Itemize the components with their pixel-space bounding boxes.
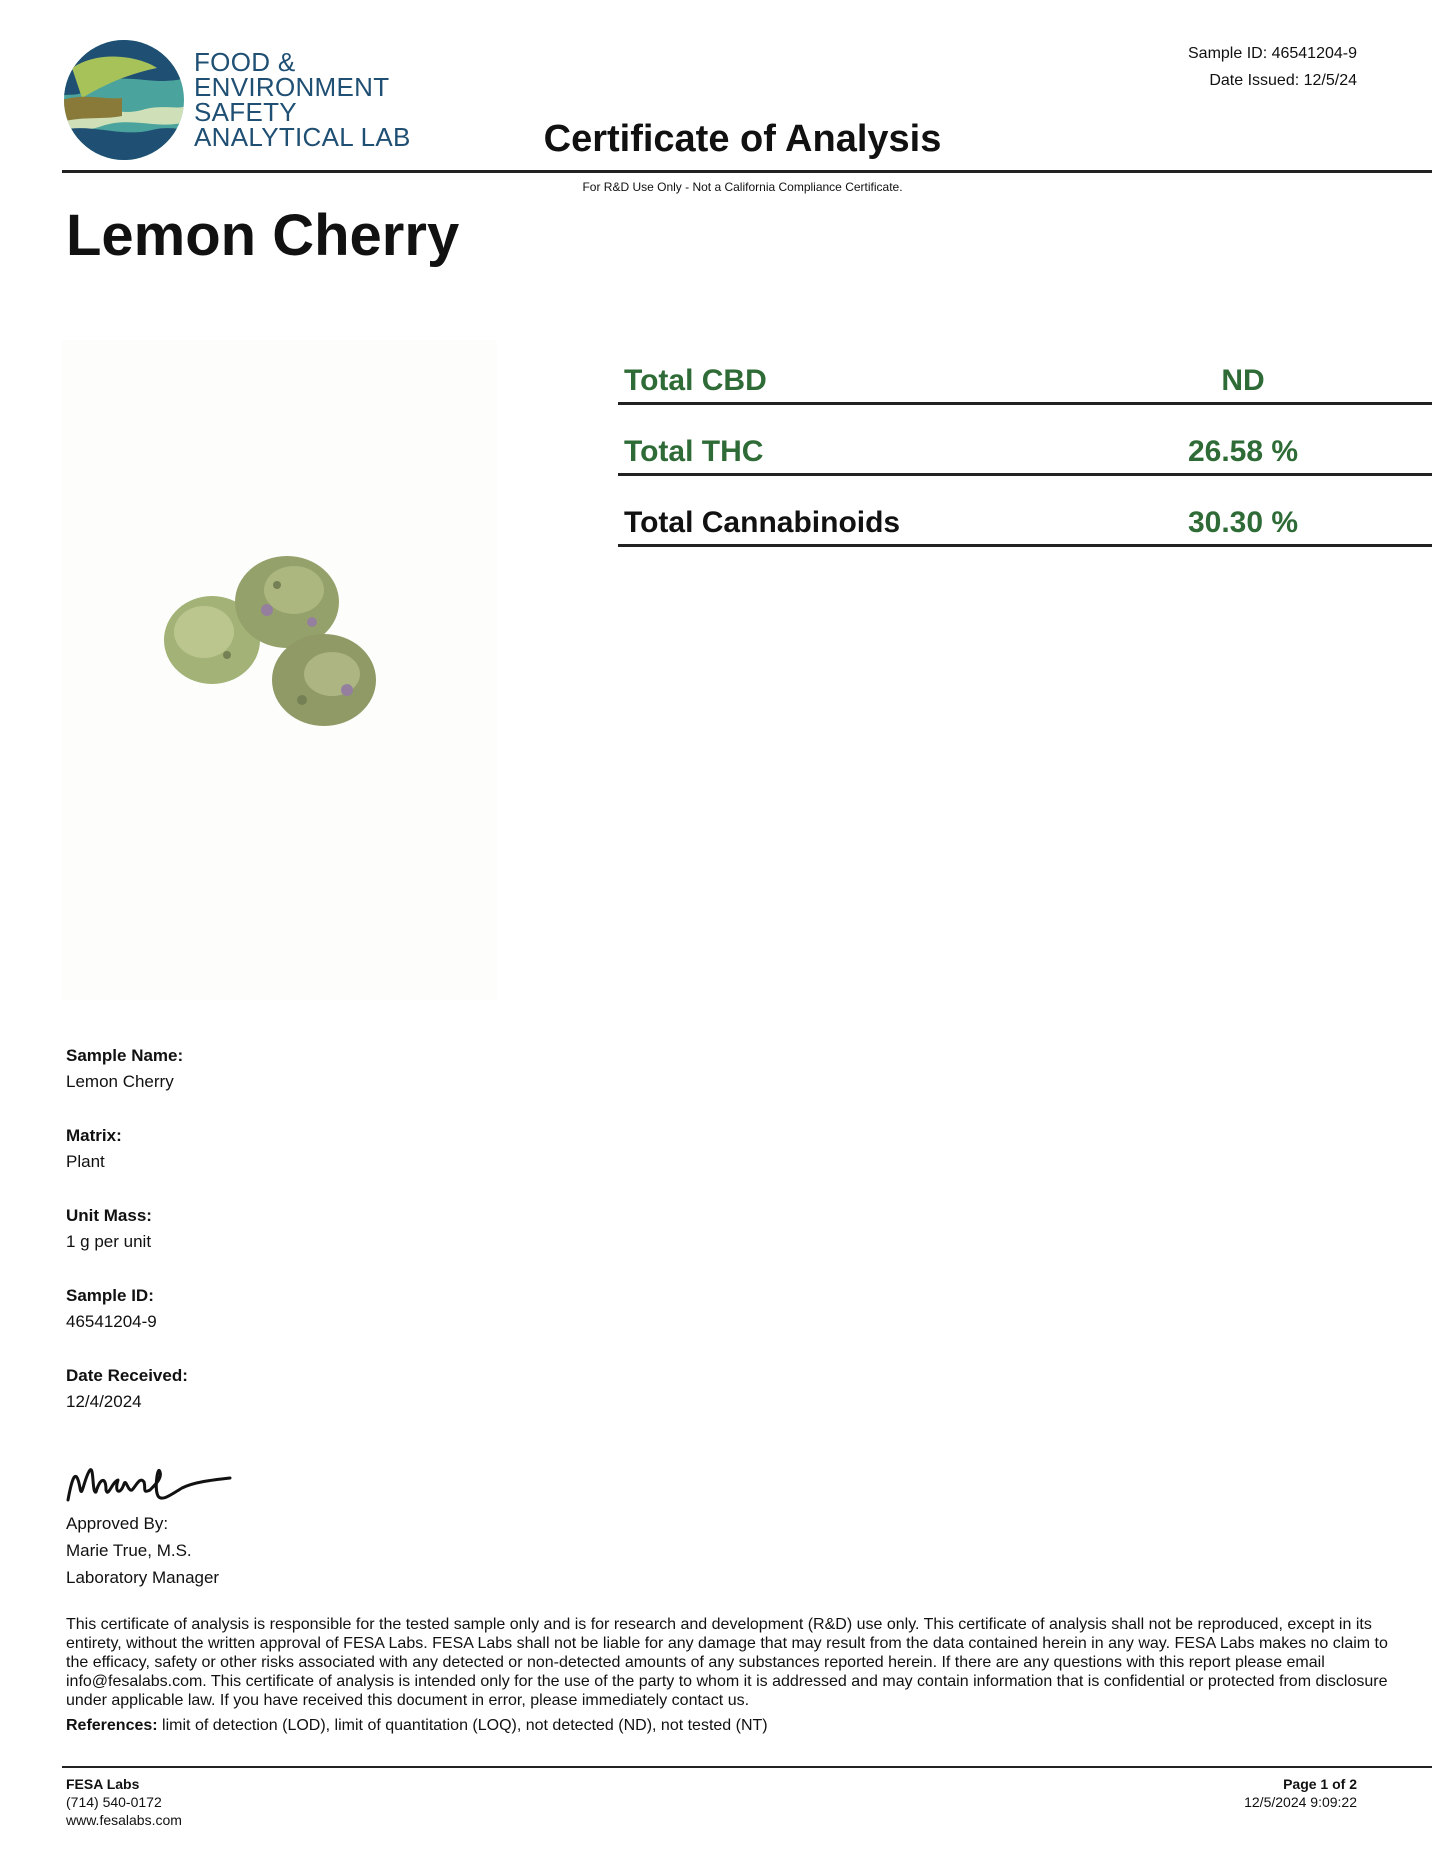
info-value: Plant xyxy=(66,1152,105,1171)
header-disclaimer: For R&D Use Only - Not a California Compliance Certificate. xyxy=(582,180,903,194)
summary-row-total-cannabinoids xyxy=(618,480,1432,547)
product-photo xyxy=(62,340,497,1000)
header-meta xyxy=(1188,40,1357,94)
info-value: 12/4/2024 xyxy=(66,1392,142,1411)
header-sample-id: Sample ID: 46541204-9 xyxy=(1188,45,1357,62)
info-value: 1 g per unit xyxy=(66,1232,152,1251)
info-value: Lemon Cherry xyxy=(66,1072,174,1091)
references-text: limit of detection (LOD), limit of quantitation (LOQ), not detected (ND), not tested (NT) xyxy=(157,1717,768,1734)
info-value: 46541204-9 xyxy=(66,1312,157,1331)
approved-by-label: Approved By: xyxy=(66,1514,169,1533)
sample-title: Lemon Cherry xyxy=(66,203,460,268)
info-label: Matrix: xyxy=(66,1126,122,1145)
cannabis-buds-photo xyxy=(62,340,497,1000)
footer-website[interactable]: www.fesalabs.com xyxy=(66,1812,182,1828)
logo-line-2: ENVIRONMENT xyxy=(194,72,390,102)
logo-line-4: ANALYTICAL LAB xyxy=(194,122,411,152)
summary-value: ND xyxy=(1221,364,1265,397)
info-label: Date Received: xyxy=(66,1366,188,1385)
summary-row-total-cbd xyxy=(618,338,1432,405)
info-label: Sample ID: xyxy=(66,1286,154,1305)
logo-wordmark xyxy=(194,47,411,152)
approval-block xyxy=(66,1510,219,1591)
references-label: References: xyxy=(66,1717,158,1734)
summary-label: Total THC xyxy=(624,435,764,468)
legal-disclaimer: This certificate of analysis is responsible for the tested sample only and is for research and development (R&D) use only. This certificate of analysis shall not be reproduced, except in its entirety, without the written approval of FESA Labs. FESA Labs shall not be liable for any damage that may result from the data contained herein in any way. FESA Labs makes no claim to the efficacy, safety or other risks associated with any detected or non-detected amounts of any substances reported herein. If there are any questions with this report please email info@fesalabs.com. This certificate of analysis is intended only for the use of the party to whom it is addressed and may contain information that is confidential or protected from disclosure under applicable law. If you have received this document in error, please immediately contact us. xyxy=(66,1616,1388,1709)
logo-line-1: FOOD & xyxy=(194,47,296,77)
summary-value: 30.30 % xyxy=(1187,506,1299,539)
approver-title: Laboratory Manager xyxy=(66,1568,220,1587)
info-matrix xyxy=(66,1126,188,1180)
footer-timestamp: 12/5/2024 9:09:22 xyxy=(1244,1794,1357,1810)
footer-contact xyxy=(66,1775,182,1829)
footer-page-number: Page 1 of 2 xyxy=(1283,1776,1357,1792)
summary-row-total-thc xyxy=(618,409,1432,476)
header-divider xyxy=(62,170,1432,173)
approver-name: Marie True, M.S. xyxy=(66,1541,192,1560)
summary-value: 26.58 % xyxy=(1187,435,1299,468)
info-label: Unit Mass: xyxy=(66,1206,152,1225)
info-sample-id xyxy=(66,1286,188,1340)
sample-info xyxy=(66,1046,188,1446)
info-sample-name xyxy=(66,1046,188,1100)
lab-logo-icon xyxy=(62,38,186,162)
footer-page-info xyxy=(1244,1775,1357,1811)
potency-summary xyxy=(618,338,1432,551)
document-title: Certificate of Analysis xyxy=(543,118,942,160)
info-label: Sample Name: xyxy=(66,1046,184,1065)
lab-logo xyxy=(62,38,412,166)
footer-company: FESA Labs xyxy=(66,1776,140,1792)
signature-image xyxy=(62,1448,242,1512)
header-date-issued: Date Issued: 12/5/24 xyxy=(1209,72,1357,89)
references xyxy=(66,1717,1406,1735)
logo-line-3: SAFETY xyxy=(194,97,297,127)
info-unit-mass xyxy=(66,1206,188,1260)
footer-divider xyxy=(62,1766,1432,1768)
footer-phone: (714) 540-0172 xyxy=(66,1794,162,1810)
signature-icon xyxy=(62,1448,242,1512)
summary-label: Total Cannabinoids xyxy=(624,506,901,539)
info-date-received xyxy=(66,1366,188,1420)
summary-label: Total CBD xyxy=(624,364,767,397)
